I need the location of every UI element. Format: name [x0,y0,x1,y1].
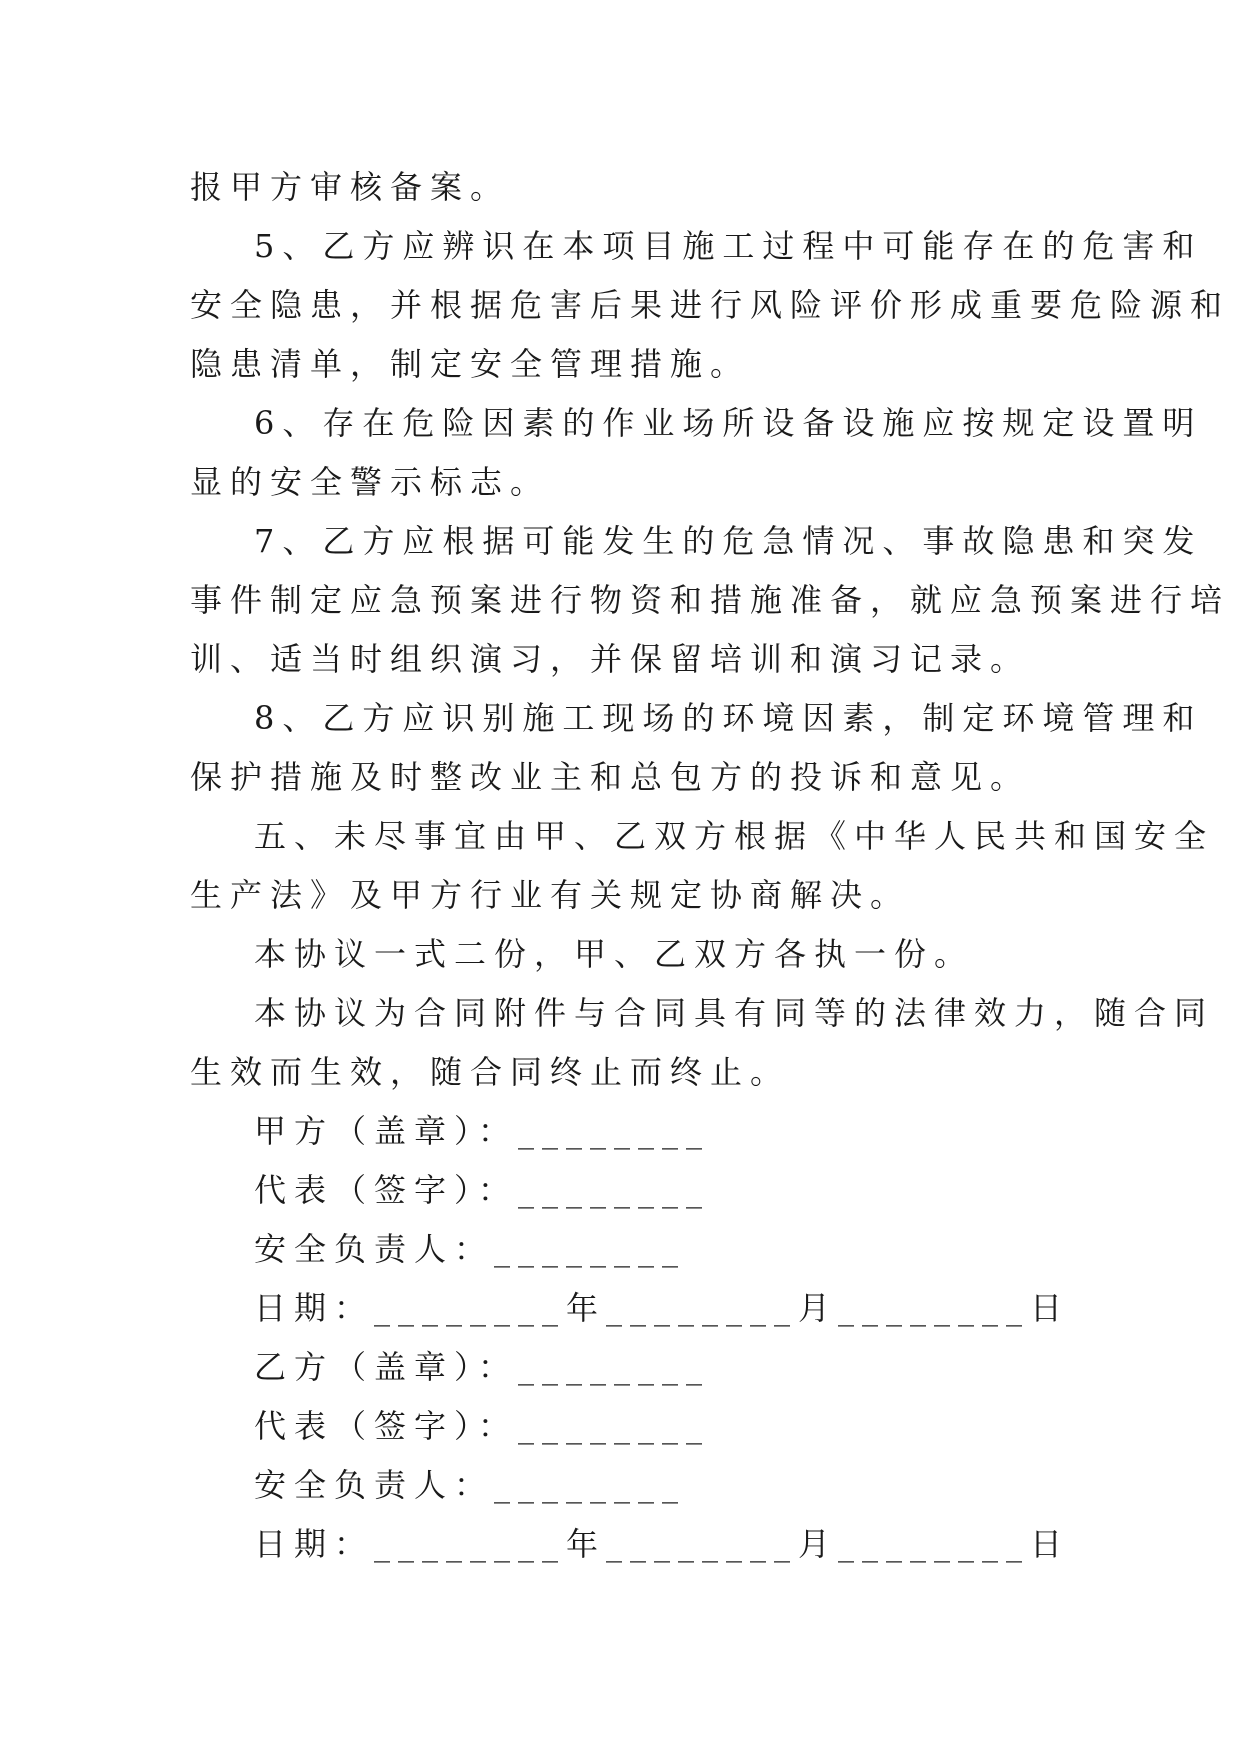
paragraph-line: 事件制定应急预案进行物资和措施准备，就应急预案进行培 [190,581,1231,619]
party-b-safety-officer-line: 安全负责人：________ [254,1466,687,1504]
party-a-representative-line: 代表（签字）：________ [254,1171,711,1209]
paragraph-line: 训、适当时组织演习，并保留培训和演习记录。 [190,640,1031,678]
party-b-representative-line: 代表（签字）：________ [254,1407,711,1445]
paragraph-line: 生产法》及甲方行业有关规定协商解决。 [190,876,911,914]
paragraph-line: 保护措施及时整改业主和总包方的投诉和意见。 [190,758,1031,796]
paragraph-line: 5、乙方应辨识在本项目施工过程中可能存在的危害和 [254,227,1203,265]
paragraph-line: 本协议一式二份，甲、乙双方各执一份。 [254,935,975,973]
paragraph-line: 显的安全警示标志。 [190,463,551,501]
paragraph-line: 生效而生效，随合同终止而终止。 [190,1053,791,1091]
party-a-date-line: 日期：________年________月________日 [254,1289,1071,1327]
party-b-date-line: 日期：________年________月________日 [254,1525,1071,1563]
paragraph-line: 6、存在危险因素的作业场所设备设施应按规定设置明 [254,404,1203,442]
party-a-safety-officer-line: 安全负责人：________ [254,1230,687,1268]
paragraph-line: 8、乙方应识别施工现场的环境因素，制定环境管理和 [254,699,1203,737]
paragraph-line: 隐患清单，制定安全管理措施。 [190,345,751,383]
paragraph-line: 五、未尽事宜由甲、乙双方根据《中华人民共和国安全 [254,817,1215,855]
paragraph-line: 报甲方审核备案。 [190,168,511,206]
party-b-seal-line: 乙方（盖章）：________ [254,1348,711,1386]
document-body [190,158,1231,1574]
paragraph-line: 本协议为合同附件与合同具有同等的法律效力，随合同 [254,994,1215,1032]
paragraph-line: 7、乙方应根据可能发生的危急情况、事故隐患和突发 [254,522,1203,560]
party-a-seal-line: 甲方（盖章）：________ [254,1112,711,1150]
paragraph-line: 安全隐患，并根据危害后果进行风险评价形成重要危险源和 [190,286,1231,324]
